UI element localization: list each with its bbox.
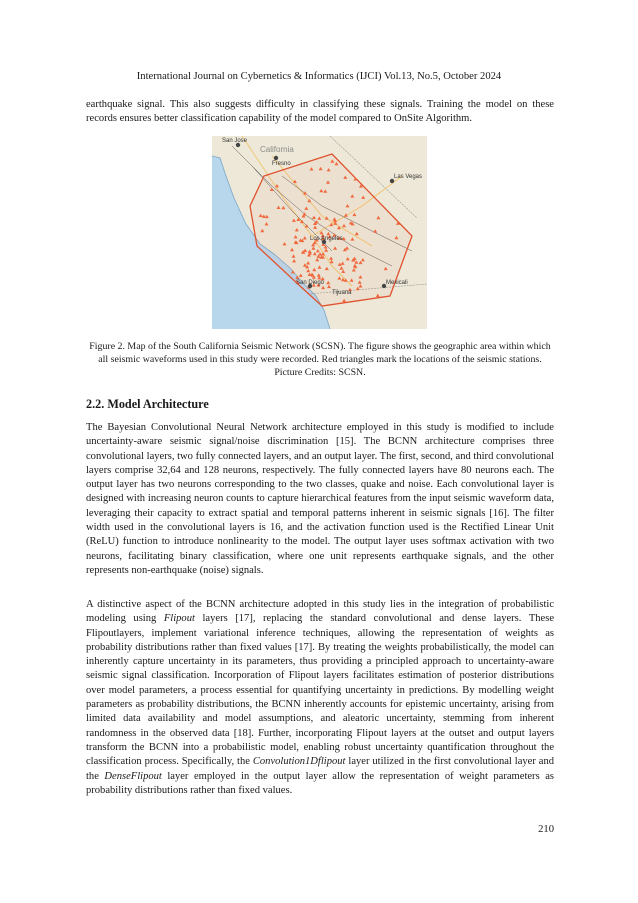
- scsn-map-figure: [212, 136, 427, 329]
- intro-paragraph: earthquake signal. This also suggests difficulty in classifying these signals. Training the model on these records ensures better classification capability of the model compared to OnSite Algorithm.: [86, 99, 554, 125]
- paragraph-architecture: The Bayesian Convolutional Neural Network architecture employed in this study is modified to include uncertainty-aware seismic signal/noise discrimination [15]. The BCNN architecture comprises three convolutional layers, two fully connected layers, and an output layer. The first, second, and third convolutional layers comprise 32,64 and 128 neurons, respectively. The fully connected layers have 80 neurons each. The output layer has two neurons corresponding to the two classes, quake and noise. Each convolutional layer is designed with increasing neuron counts to capture hierarchical features from the input seismic waveform data, leveraging their capacity to extract spatial and temporal patterns inherent in seismic signals [16]. The filter width used in the convolutional layers is 16, and the activation function used is the Rectified Linear Unit (ReLU) function to introduce nonlinearity to the model. The output layer uses softmax activation with two neurons, facilitating binary classification, where one unit represents earthquake signals, and the other represents non-earthquake (noise) signals.: [86, 422, 554, 576]
- map-label-san-diego: San Diego: [296, 280, 325, 286]
- map-label-fresno: Fresno: [272, 161, 291, 167]
- p2-text-b: layers [17], replacing the standard convolutional and dense layers. These Flipoutlayers, implement variational inference techniques, allowing the representation of weights as probability distributions rather than fixed values [17]. By treating the weights probabilistically, the model can inherently capture uncertainty in its parameters, thus providing a principled approach to uncertainty-aware seismic signal classification. Incorporation of Flipout layers facilitates estimation of posterior distributions over model parameters, a process essential for quantifying uncertainty in predictions. By modelling weight parameters as probability distributions, the BCNN inherently accounts for epistemic uncertainty, arising from limited data availability and model assumptions, and aleatoric uncertainty, stemming from inherent randomness in the observed data [18]. Further, incorporating Flipout layers at the outset and output layers transform the BCNN into a probabilistic model, enabling robust uncertainty quantification throughout the classification process. Specifically, the: [86, 613, 554, 768]
- flipout-term: Flipout: [163, 613, 195, 625]
- figure-caption: Figure 2. Map of the South California Seismic Network (SCSN). The figure shows the geographic area within which all seismic waveforms used in this study were recorded. Red triangles mark the locations of the seismic stations. Picture Credits: SCSN.: [89, 341, 551, 379]
- denseflipout-term: DenseFlipout: [104, 770, 162, 782]
- p2-text-a: A distinctive aspect of the BCNN architecture adopted in this study lies in the integration of probabilistic modeling using: [86, 599, 554, 625]
- map-label-las-vegas: Las Vegas: [394, 174, 423, 180]
- map-label-mexicali: Mexicali: [386, 280, 408, 286]
- section-heading: 2.2. Model Architecture: [86, 397, 209, 411]
- running-head: International Journal on Cybernetics & Informatics (IJCI) Vol.13, No.5, October 2024: [136, 71, 502, 82]
- p2-text-c: layer utilized in the first convolutional layer and the: [86, 756, 555, 782]
- p2-text-d: layer employed in the output layer allow the representation of weight parameters as probability distributions rather than fixed values.: [86, 770, 554, 796]
- fresno-marker: [274, 156, 278, 160]
- map-label-california: California: [260, 145, 294, 154]
- convolution1dflipout-term: Convolution1Dflipout: [252, 756, 346, 768]
- page-number: 210: [538, 824, 554, 835]
- map-label-los-angeles: Los Angeles: [310, 236, 343, 242]
- map-label-san-jose: San Jose: [222, 138, 248, 144]
- map-label-tijuana: Tijuana: [332, 290, 352, 296]
- paragraph-flipout: [86, 598, 554, 798]
